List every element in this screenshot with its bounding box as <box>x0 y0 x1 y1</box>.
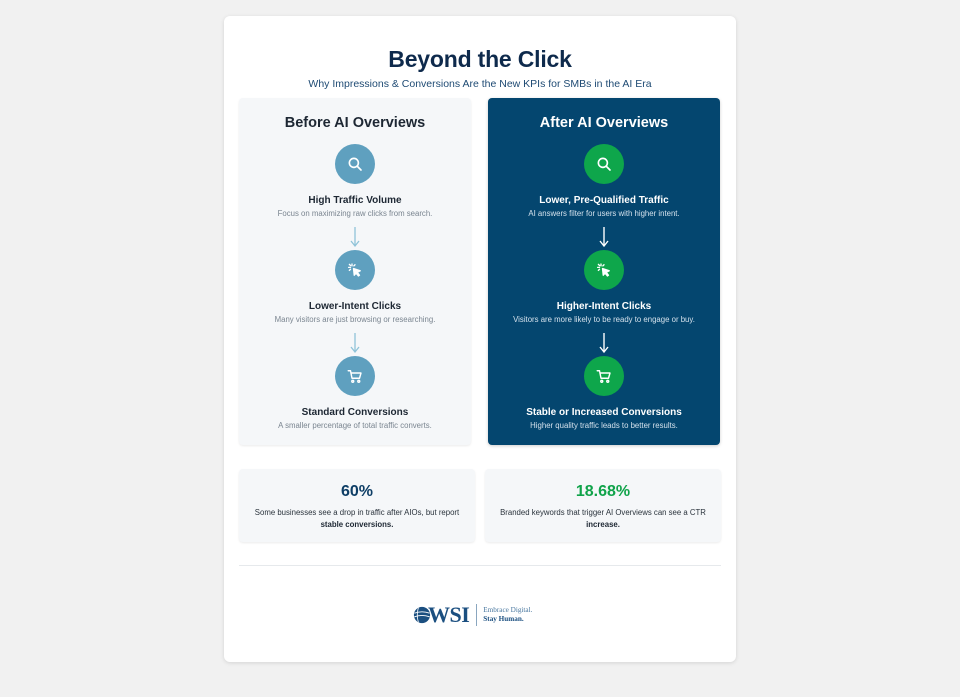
divider <box>239 565 721 566</box>
stat-text: Some businesses see a drop in traffic after AIOs, but report <box>254 508 460 517</box>
stat-value: 18.68% <box>575 483 631 500</box>
step-title: Standard Conversions <box>301 407 409 418</box>
arrow-down-icon <box>349 332 361 354</box>
step-title: Stable or Increased Conversions <box>526 407 682 418</box>
step-description: Visitors are more likely to be ready to engage or buy. <box>513 315 695 324</box>
before-step-clicks <box>239 250 471 324</box>
step-description: A smaller percentage of total traffic converts. <box>278 421 432 430</box>
step-title: High Traffic Volume <box>308 195 402 206</box>
arrow-down-icon <box>598 332 610 354</box>
after-panel-title: After AI Overviews <box>539 115 669 131</box>
tagline-line-2: Stay Human. <box>483 615 524 623</box>
arrow-down-icon <box>349 226 361 248</box>
before-step-traffic <box>239 144 471 218</box>
cart-icon <box>584 356 624 396</box>
stat-description <box>496 507 711 531</box>
search-icon <box>335 144 375 184</box>
after-step-clicks <box>488 250 720 324</box>
stat-card-ctr-increase <box>485 469 721 542</box>
step-title: Higher-Intent Clicks <box>556 301 652 312</box>
step-title: Lower, Pre-Qualified Traffic <box>539 195 669 206</box>
stat-value: 60% <box>340 483 374 500</box>
stat-emphasis: stable conversions. <box>320 520 394 529</box>
tagline-line-1: Embrace Digital. <box>483 606 533 614</box>
logo-separator <box>476 604 477 626</box>
page-title: Beyond the Click <box>388 46 572 72</box>
stat-description <box>250 507 465 531</box>
infographic-card <box>224 16 736 662</box>
cursor-click-icon <box>584 250 624 290</box>
before-panel-title: Before AI Overviews <box>284 115 426 131</box>
after-step-traffic <box>488 144 720 218</box>
step-description: Many visitors are just browsing or researching. <box>274 315 436 324</box>
after-step-conversions <box>488 356 720 430</box>
logo-wordmark: WSI <box>428 602 470 627</box>
step-title: Lower-Intent Clicks <box>308 301 402 312</box>
logo-tagline <box>483 606 532 624</box>
step-description: Focus on maximizing raw clicks from search. <box>277 209 433 218</box>
arrow-down-icon <box>598 226 610 248</box>
wsi-logo <box>413 601 532 629</box>
stat-text: Branded keywords that trigger AI Overviews can see a CTR <box>500 508 706 517</box>
before-panel <box>239 98 471 445</box>
cursor-click-icon <box>335 250 375 290</box>
page-subtitle: Why Impressions & Conversions Are the New KPIs for SMBs in the AI Era <box>308 78 652 90</box>
step-description: Higher quality traffic leads to better results. <box>530 421 678 430</box>
stat-emphasis: increase. <box>586 520 620 529</box>
search-icon <box>584 144 624 184</box>
before-step-conversions <box>239 356 471 430</box>
after-panel <box>488 98 720 445</box>
cart-icon <box>335 356 375 396</box>
step-description: AI answers filter for users with higher intent. <box>528 209 680 218</box>
stat-card-traffic-drop <box>239 469 475 542</box>
